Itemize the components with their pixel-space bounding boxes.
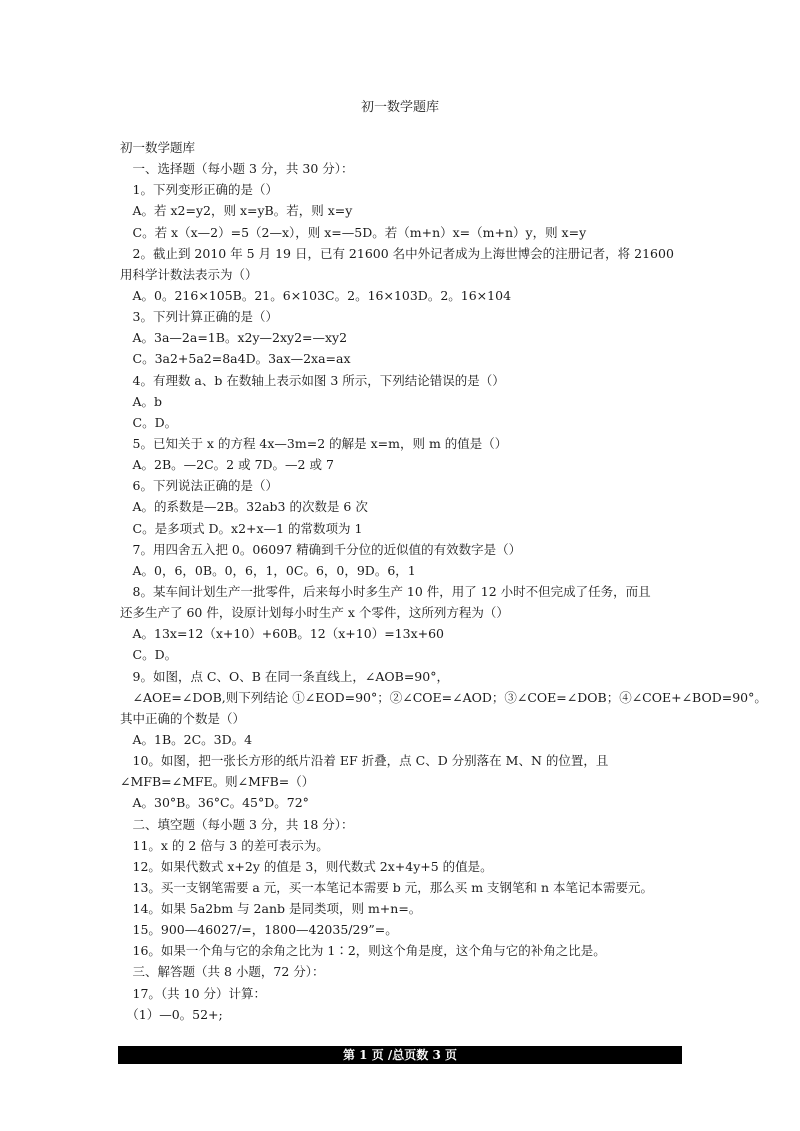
answer-options: A。0。216×105B。21。6×103C。2。16×103D。2。16×104 — [120, 287, 512, 303]
text-line: 初一数学题库 — [120, 140, 196, 155]
question-text: ∠MFB=∠MFE。则∠MFB=（） — [120, 774, 315, 790]
question-text: ∠AOE=∠DOB,则下列结论 ①∠EOD=90°；②∠COE=∠AOD；③∠COE=∠DOB；④∠COE+∠BOD=90°。 — [120, 689, 767, 705]
question-text: 11。x 的 2 倍与 3 的差可表示为。 — [120, 837, 329, 853]
question-text: 9。如图，点 C、O、B 在同一条直线上，∠AOB=90°， — [120, 668, 449, 684]
question-text: 16。如果一个角与它的余角之比为 1∶2，则这个角是度，这个角与它的补角之比是。 — [120, 943, 606, 959]
question-text: 12。如果代数式 x+2y 的值是 3，则代数式 2x+4y+5 的值是。 — [120, 858, 493, 874]
page-footer: 第 1 页 /总页数 3 页 — [118, 1046, 682, 1064]
question-text: 15。900—46027/=，1800—42035/29”=。 — [120, 922, 398, 938]
question-text: 7。用四舍五入把 0。06097 精确到千分位的近似值的有效数字是（） — [120, 541, 522, 557]
question-text: 1。下列变形正确的是（） — [120, 182, 278, 198]
answer-options: A。13x=12（x+10）+60B。12（x+10）=13x+60 — [120, 626, 444, 642]
section-heading: 二、填空题（每小题 3 分，共 18 分）： — [120, 816, 354, 832]
answer-options: C。D。 — [120, 647, 178, 663]
question-text: 4。有理数 a、b 在数轴上表示如图 3 所示，下列结论错误的是（） — [120, 372, 505, 388]
question-text: 6。下列说法正确的是（） — [120, 478, 278, 494]
answer-options: C。D。 — [120, 414, 178, 430]
question-text: 14。如果 5a2bm 与 2anb 是同类项，则 m+n=。 — [120, 901, 422, 917]
answer-options: C。是多项式 D。x2+x—1 的常数项为 1 — [120, 520, 363, 536]
answer-options: A。0，6，0B。0，6，1，0C。6，0，9D。6，1 — [120, 562, 416, 578]
answer-options: A。1B。2C。3D。4 — [120, 731, 253, 747]
question-text: 2。截止到 2010 年 5 月 19 日，已有 21600 名中外记者成为上海世博会的注册记者，将 21600 — [120, 245, 674, 261]
question-text: 13。买一支钢笔需要 a 元，买一本笔记本需要 b 元，那么买 m 支钢笔和 n 本笔记本需要元。 — [120, 879, 654, 895]
answer-options: A。30°B。36°C。45°D。72° — [120, 795, 309, 811]
answer-options: A。b — [120, 393, 163, 409]
answer-options: C。3a2+5a2=8a4D。3ax—2xa=ax — [120, 351, 351, 367]
answer-options: A。若 x2=y2，则 x=yB。若，则 x=y — [120, 203, 353, 219]
document-body — [120, 137, 767, 1025]
question-text: 还多生产了 60 件，设原计划每小时生产 x 个零件，这所列方程为（） — [120, 605, 509, 621]
question-text: 17。（共 10 分）计算： — [120, 985, 267, 1001]
question-text: （1）—0。52+; — [120, 1006, 223, 1022]
section-heading: 一、选择题（每小题 3 分，共 30 分）： — [120, 161, 354, 177]
question-text: 10。如图，把一张长方形的纸片沿着 EF 折叠，点 C、D 分别落在 M、N 的位置，且 — [120, 753, 609, 769]
answer-options: A。3a—2a=1B。x2y—2xy2=—xy2 — [120, 330, 348, 346]
answer-options: A。的系数是—2B。32ab3 的次数是 6 次 — [120, 499, 368, 515]
question-text: 其中正确的个数是（） — [120, 710, 246, 726]
question-text: 用科学计数法表示为（） — [120, 266, 258, 282]
section-heading: 三、解答题（共 8 小题，72 分）： — [120, 964, 325, 980]
question-text: 3。下列计算正确的是（） — [120, 309, 278, 325]
question-text: 8。某车间计划生产一批零件，后来每小时多生产 10 件，用了 12 小时不但完成了任务，而且 — [120, 583, 651, 599]
question-text: 5。已知关于 x 的方程 4x—3m=2 的解是 x=m，则 m 的值是（） — [120, 435, 508, 451]
document-title: 初一数学题库 — [360, 100, 439, 115]
answer-options: C。若 x（x—2）=5（2—x），则 x=—5D。若（m+n）x=（m+n）y，则 x=y — [120, 224, 587, 240]
answer-options: A。2B。—2C。2 或 7D。—2 或 7 — [120, 457, 334, 473]
